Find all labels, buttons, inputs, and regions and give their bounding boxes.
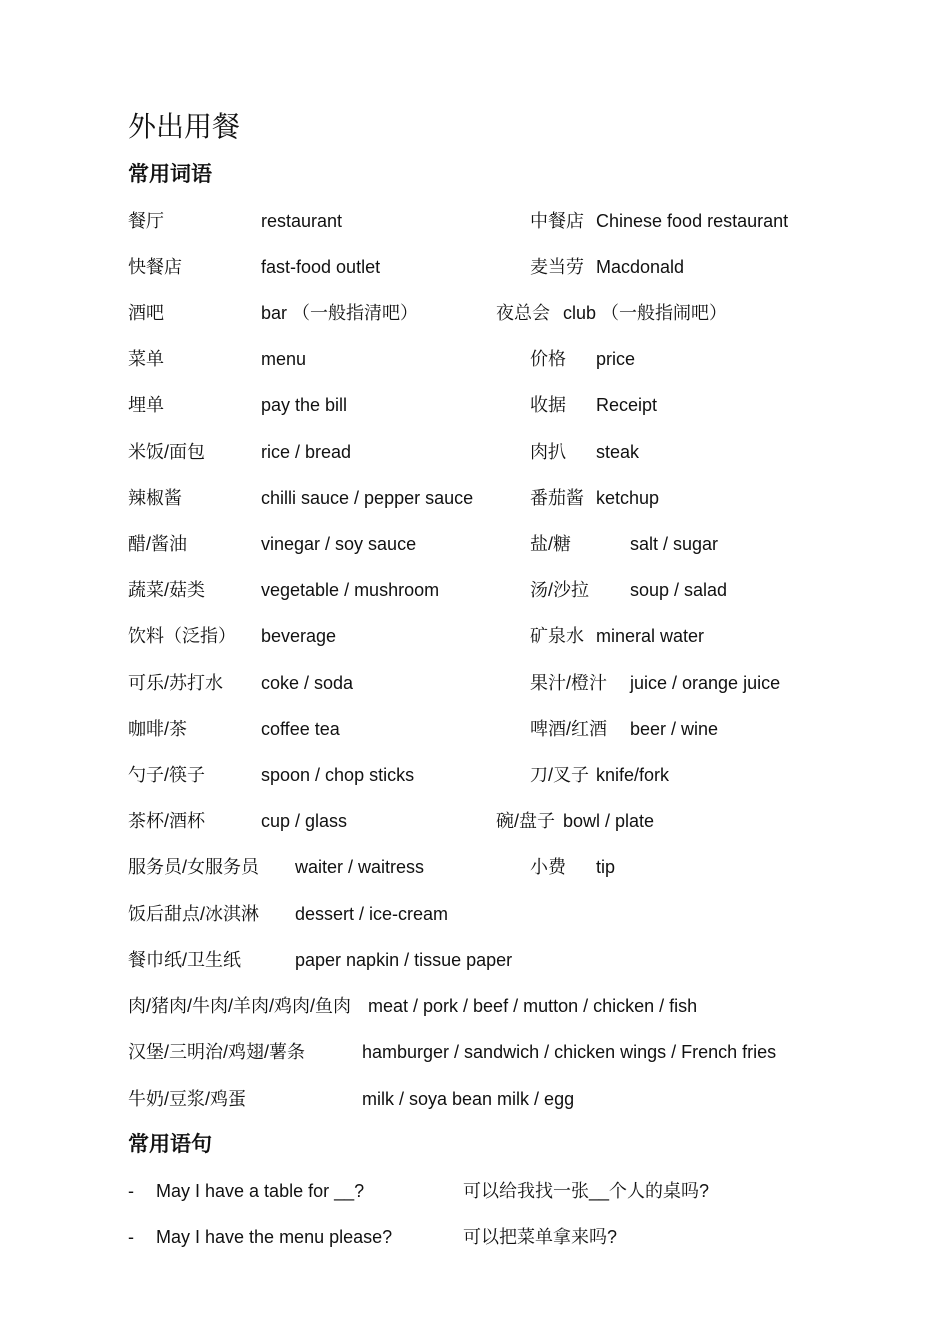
- vocab-zh: 汤/沙拉: [530, 580, 590, 600]
- vocab-en: vinegar / soy sauce: [261, 534, 417, 554]
- vocab-en: chilli sauce / pepper sauce: [261, 488, 474, 508]
- vocab-en: club （一般指闹吧）: [563, 303, 728, 323]
- vocab-en: price: [596, 349, 636, 369]
- vocab-en: soup / salad: [630, 580, 728, 600]
- vocab-en: knife/fork: [596, 765, 670, 785]
- vocab-en: steak: [596, 442, 640, 462]
- vocab-zh: 矿泉水: [530, 626, 584, 646]
- vocab-en: milk / soya bean milk / egg: [362, 1089, 575, 1109]
- vocab-en: hamburger / sandwich / chicken wings / French fries: [362, 1042, 777, 1062]
- vocab-en: restaurant: [261, 211, 343, 231]
- vocab-en: mineral water: [596, 626, 705, 646]
- phrase-zh: 可以给我找一张__个人的桌吗?: [463, 1181, 710, 1201]
- vocab-en: Macdonald: [596, 257, 685, 277]
- vocab-en: bowl / plate: [563, 811, 655, 831]
- vocab-en: meat / pork / beef / mutton / chicken / fish: [368, 996, 698, 1016]
- vocab-en: Chinese food restaurant: [596, 211, 789, 231]
- section-heading-vocabulary: 常用词语: [128, 162, 212, 186]
- vocab-en: tip: [596, 857, 616, 877]
- vocab-zh: 刀/叉子: [530, 765, 590, 785]
- page-title: 外出用餐: [128, 110, 241, 143]
- vocab-zh: 可乐/苏打水: [128, 673, 224, 693]
- vocab-zh: 茶杯/酒杯: [128, 811, 206, 831]
- vocab-zh: 番茄酱: [530, 488, 584, 508]
- vocab-en: coke / soda: [261, 673, 354, 693]
- vocab-zh: 米饭/面包: [128, 442, 206, 462]
- vocab-zh: 快餐店: [128, 257, 182, 277]
- vocab-zh: 饭后甜点/冰淇淋: [128, 904, 260, 924]
- vocab-en: beverage: [261, 626, 337, 646]
- bullet-dash: -: [128, 1181, 134, 1201]
- vocab-en: dessert / ice-cream: [295, 904, 449, 924]
- vocab-en: waiter / waitress: [295, 857, 425, 877]
- vocab-zh: 醋/酱油: [128, 534, 188, 554]
- vocab-zh: 啤酒/红酒: [530, 719, 608, 739]
- phrase-zh: 可以把菜单拿来吗?: [463, 1227, 618, 1247]
- vocab-en: beer / wine: [630, 719, 719, 739]
- vocab-en: cup / glass: [261, 811, 348, 831]
- phrase-en: May I have a table for __?: [156, 1181, 365, 1201]
- vocab-zh: 辣椒酱: [128, 488, 182, 508]
- vocab-en: rice / bread: [261, 442, 352, 462]
- vocab-zh: 肉扒: [530, 442, 566, 462]
- vocab-zh: 夜总会: [496, 303, 550, 323]
- vocab-zh: 收据: [530, 395, 566, 415]
- bullet-dash: -: [128, 1227, 134, 1247]
- vocab-en: paper napkin / tissue paper: [295, 950, 513, 970]
- vocab-zh: 肉/猪肉/牛肉/羊肉/鸡肉/鱼肉: [128, 996, 352, 1016]
- vocab-zh: 蔬菜/菇类: [128, 580, 206, 600]
- vocab-en: coffee tea: [261, 719, 340, 739]
- vocab-en: Receipt: [596, 395, 658, 415]
- vocab-zh: 小费: [530, 857, 566, 877]
- vocab-zh: 勺子/筷子: [128, 765, 206, 785]
- vocab-en: spoon / chop sticks: [261, 765, 415, 785]
- vocab-zh: 盐/糖: [530, 534, 572, 554]
- vocab-zh: 饮料（泛指）: [128, 626, 236, 646]
- vocab-en: fast-food outlet: [261, 257, 381, 277]
- vocab-zh: 埋单: [128, 395, 164, 415]
- vocab-zh: 果汁/橙汁: [530, 673, 608, 693]
- vocab-zh: 服务员/女服务员: [128, 857, 260, 877]
- vocab-zh: 价格: [530, 349, 566, 369]
- section-heading-phrases: 常用语句: [128, 1132, 212, 1156]
- phrase-en: May I have the menu please?: [156, 1227, 393, 1247]
- vocab-zh: 中餐店: [530, 211, 584, 231]
- vocab-zh: 牛奶/豆浆/鸡蛋: [128, 1089, 247, 1109]
- vocab-zh: 碗/盘子: [496, 811, 556, 831]
- vocab-zh: 餐厅: [128, 211, 164, 231]
- vocab-en: salt / sugar: [630, 534, 719, 554]
- vocab-zh: 酒吧: [128, 303, 164, 323]
- vocab-en: ketchup: [596, 488, 660, 508]
- vocab-zh: 汉堡/三明治/鸡翅/薯条: [128, 1042, 306, 1062]
- vocab-zh: 麦当劳: [530, 257, 584, 277]
- vocab-zh: 菜单: [128, 349, 164, 369]
- vocab-en: pay the bill: [261, 395, 348, 415]
- vocab-en: bar （一般指清吧）: [261, 303, 419, 323]
- vocab-zh: 咖啡/茶: [128, 719, 188, 739]
- vocab-zh: 餐巾纸/卫生纸: [128, 950, 242, 970]
- vocab-en: vegetable / mushroom: [261, 580, 440, 600]
- vocab-en: menu: [261, 349, 307, 369]
- vocab-en: juice / orange juice: [630, 673, 781, 693]
